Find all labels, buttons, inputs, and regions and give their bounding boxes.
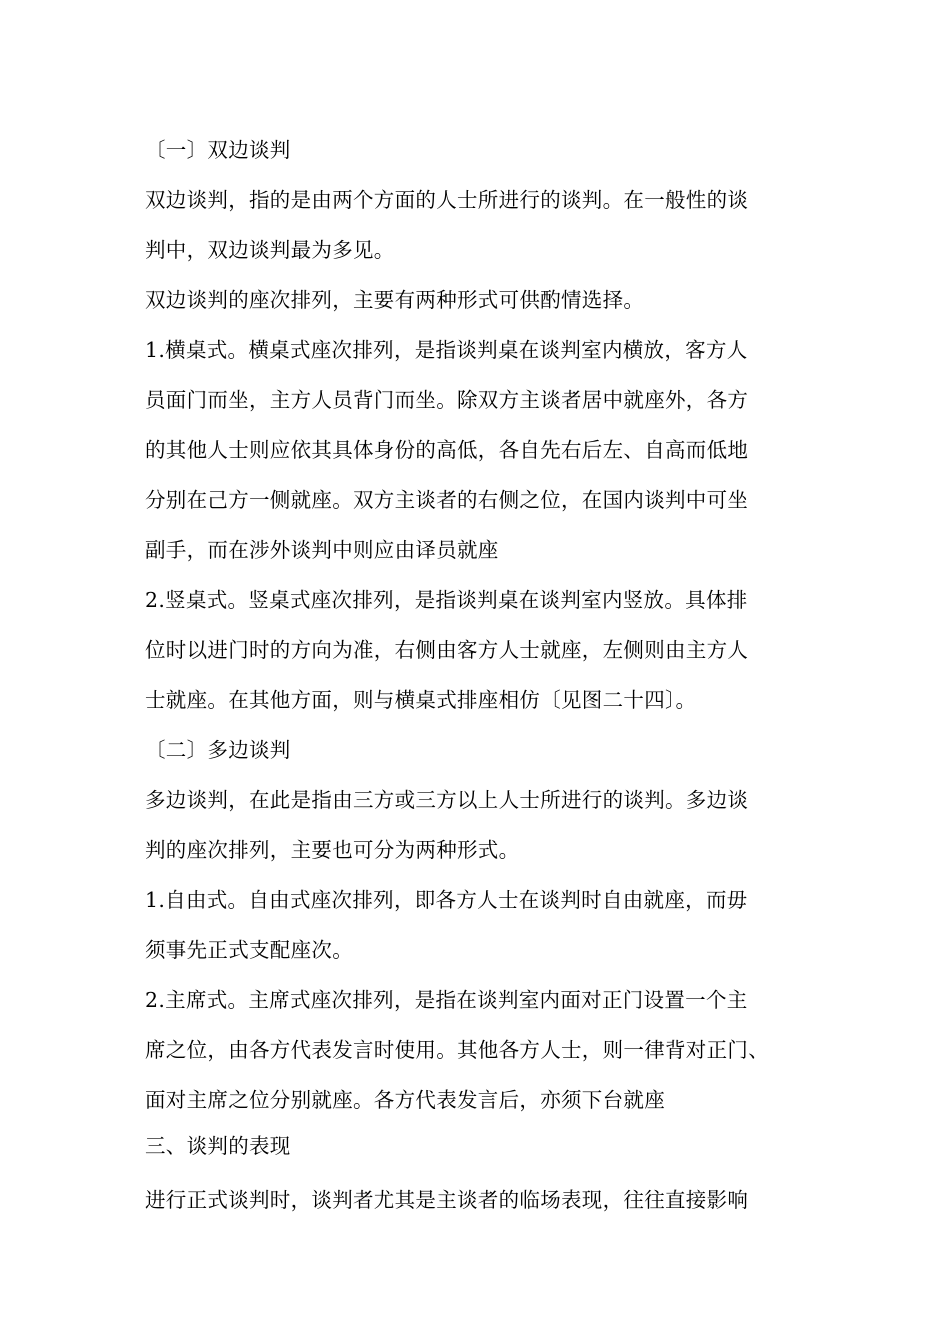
section-heading-multilateral: 〔二〕多边谈判 [145,738,291,762]
text-line: 分别在己方一侧就座。双方主谈者的右侧之位，在国内谈判中可坐 [145,488,749,512]
text-line: 副手，而在涉外谈判中则应由译员就座 [145,538,499,562]
text-line: 多边谈判，在此是指由三方或三方以上人士所进行的谈判。多边谈 [145,788,749,812]
text-line: 2.主席式。主席式座次排列，是指在谈判室内面对正门设置一个主 [145,988,748,1012]
text-line: 士就座。在其他方面，则与横桌式排座相仿〔见图二十四〕。 [145,688,697,712]
text-line: 位时以进门时的方向为准，右侧由客方人士就座，左侧则由主方人 [145,638,749,662]
section-heading-bilateral: 〔一〕双边谈判 [145,138,291,162]
text-line: 2.竖桌式。竖桌式座次排列，是指谈判桌在谈判室内竖放。具体排 [145,588,748,612]
text-line: 判中，双边谈判最为多见。 [145,238,395,262]
text-line: 双边谈判的座次排列，主要有两种形式可供酌情选择。 [145,288,645,312]
section-heading-performance: 三、谈判的表现 [145,1134,291,1158]
text-line: 的其他人士则应依其具体身份的高低，各自先右后左、自高而低地 [145,438,749,462]
text-line: 员面门而坐，主方人员背门而坐。除双方主谈者居中就座外，各方 [145,388,749,412]
text-line: 席之位，由各方代表发言时使用。其他各方人士，则一律背对正门、 [145,1038,769,1062]
text-line: 面对主席之位分别就座。各方代表发言后，亦须下台就座 [145,1088,665,1112]
text-line: 双边谈判，指的是由两个方面的人士所进行的谈判。在一般性的谈 [145,188,749,212]
text-line: 进行正式谈判时，谈判者尤其是主谈者的临场表现，往往直接影响 [145,1188,749,1212]
text-line: 1.自由式。自由式座次排列，即各方人士在谈判时自由就座，而毋 [145,888,748,912]
text-line: 1.横桌式。横桌式座次排列，是指谈判桌在谈判室内横放，客方人 [145,338,748,362]
text-line: 判的座次排列，主要也可分为两种形式。 [145,838,520,862]
text-line: 须事先正式支配座次。 [145,938,353,962]
